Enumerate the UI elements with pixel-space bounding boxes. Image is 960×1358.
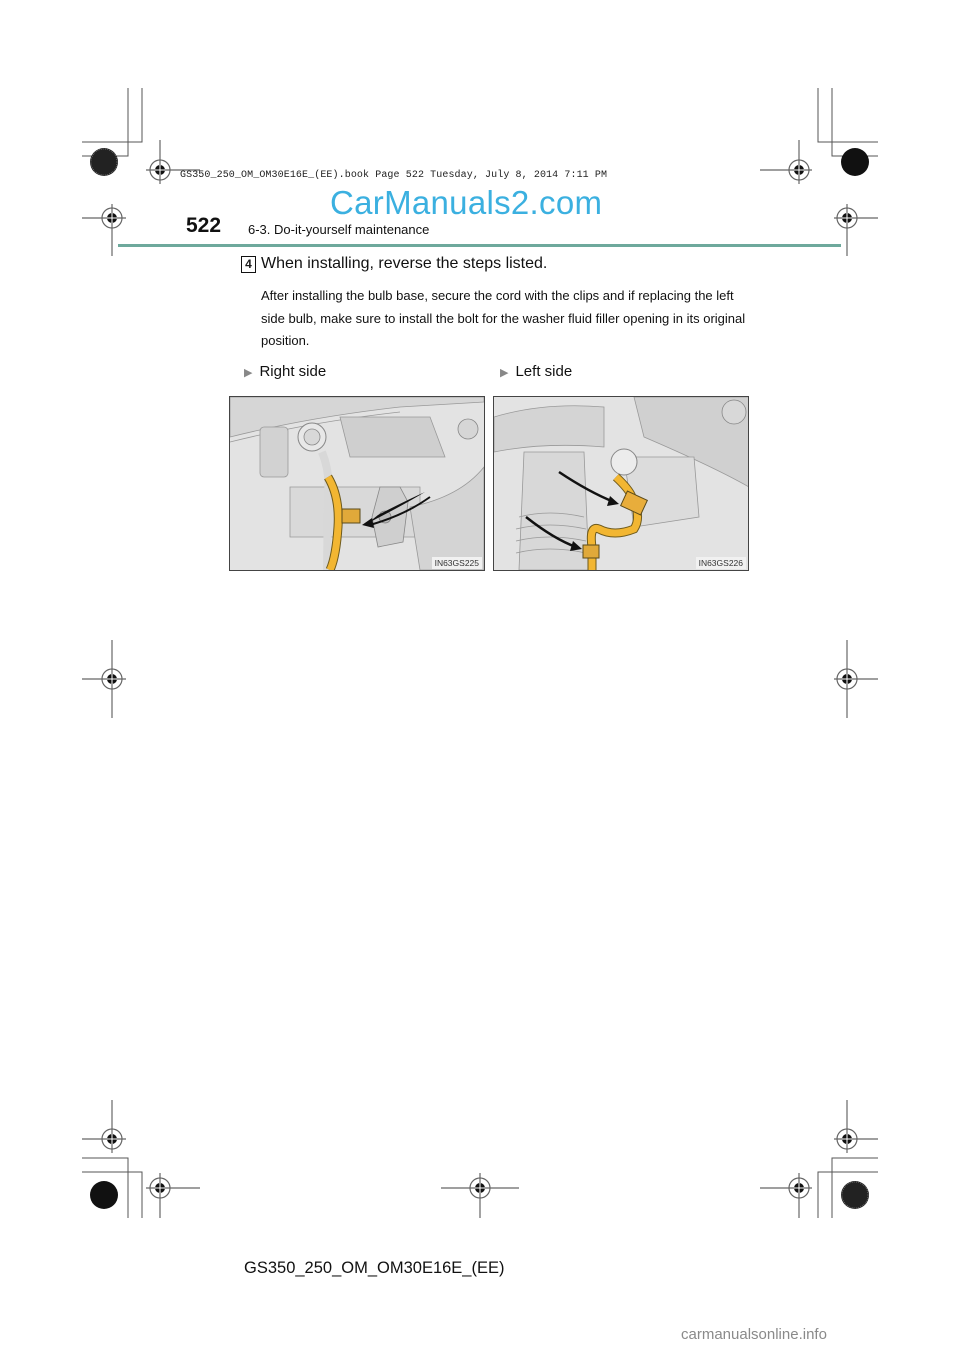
page-number: 522 xyxy=(186,214,222,237)
headlight-left-illustration xyxy=(494,397,749,570)
bullet-triangle-icon: ▶ xyxy=(244,367,253,379)
figure-code: IN63GS226 xyxy=(696,557,746,569)
watermark-link[interactable]: CarManuals2.com xyxy=(330,184,603,221)
bullet-triangle-icon: ▶ xyxy=(500,367,509,379)
footer-site-link[interactable]: carmanualsonline.info xyxy=(681,1326,827,1343)
step-number-badge: 4 xyxy=(241,256,256,273)
print-header: GS350_250_OM_OM30E16E_(EE).book Page 522 Tuesday, July 8, 2014 7:11 PM xyxy=(180,170,608,181)
footer-model-code: GS350_250_OM_OM30E16E_(EE) xyxy=(244,1259,505,1277)
figure-label-text: Left side xyxy=(515,363,573,380)
figure-right-side xyxy=(229,396,485,571)
figure-left-side xyxy=(493,396,749,571)
figure-label-text: Right side xyxy=(259,363,327,380)
header-rule xyxy=(118,244,841,247)
figure-label-left-side xyxy=(500,363,572,380)
section-title: 6-3. Do-it-yourself maintenance xyxy=(248,222,430,237)
step-body: After installing the bulb base, secure the cord with the clips and if replacing the left side bulb, make sure to install the bolt for the washer fluid filler opening in its original position. xyxy=(261,288,746,348)
figure-code: IN63GS225 xyxy=(432,557,482,569)
figure-label-right-side xyxy=(244,363,326,380)
step-heading: When installing, reverse the steps listed. xyxy=(261,255,548,272)
headlight-right-illustration xyxy=(230,397,484,570)
